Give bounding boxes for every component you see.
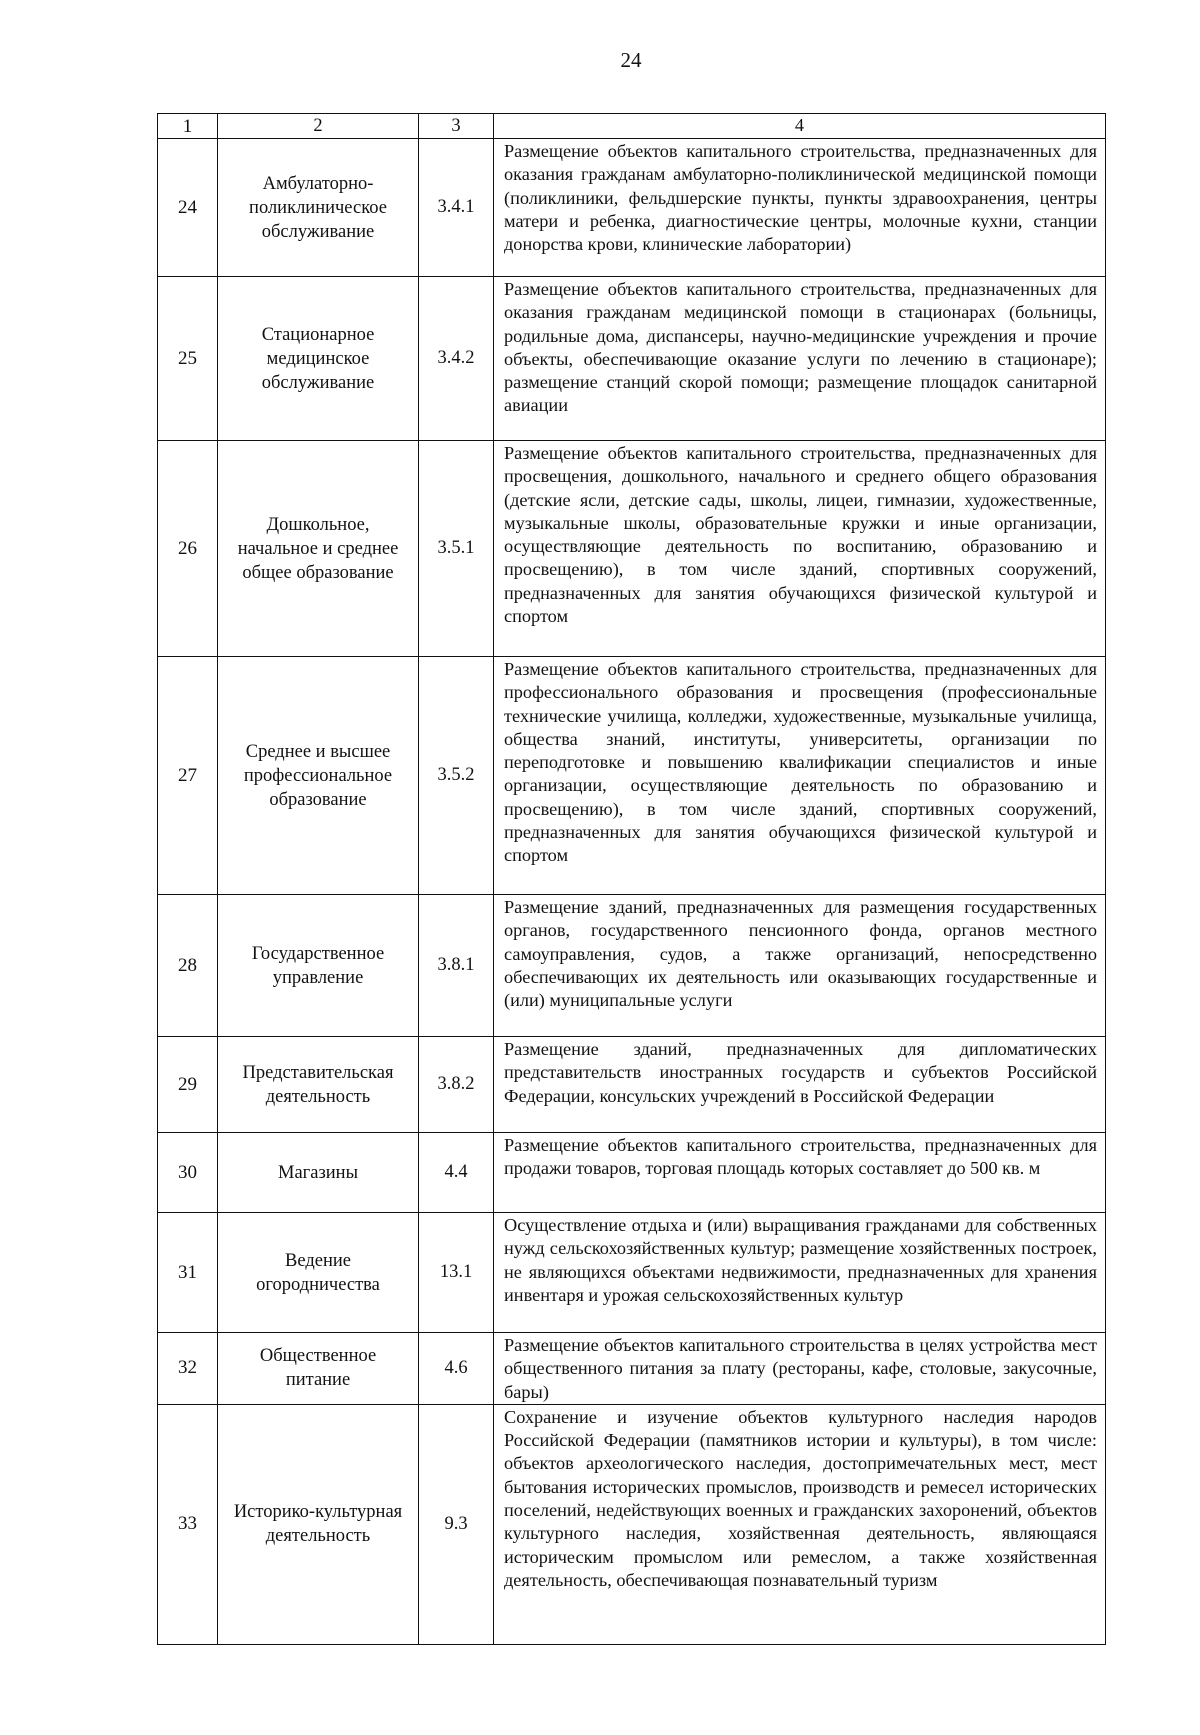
use-type-description: Размещение объектов капитального строительства, предназначенных для оказания гражданам амбулаторно-поликлинической медицинской помощи (поликлиники, фельдшерские пункты, пункты здравоохранения, центры матери и ребенка, диагностические центры, молочные кухни, станции донорства крови, клинические лаборатории) xyxy=(494,139,1106,277)
use-type-name: Стационарное медицинское обслуживание xyxy=(261,324,375,393)
use-type-description: Размещение объектов капитального строительства, предназначенных для профессионального образования и просвещения (профессиональные технические училища, колледжи, художественные, музыкальные училища, общества знаний, институты, университеты, организации по переподготовке и повышению квалификации специалистов и иные организации, осуществляющие деятельность по образованию и просвещению), в том числе зданий, спортивных сооружений, предназначенных для занятия обучающихся физической культурой и спортом xyxy=(494,657,1106,895)
use-type-description: Осуществление отдыха и (или) выращивания гражданами для собственных нужд сельскохозяйственных культур; размещение хозяйственных построек, не являющихся объектами недвижимости, предназначенных для хранения инвентаря и урожая сельскохозяйственных культур xyxy=(494,1213,1106,1333)
row-number: 29 xyxy=(158,1037,218,1133)
use-type-code: 3.8.1 xyxy=(419,895,494,1037)
use-type-description: Размещение объектов капитального строительства, предназначенных для просвещения, дошкольного, начального и среднего общего образования (детские ясли, детские сады, школы, лицеи, гимназии, художественные, музыкальные школы, образовательные кружки и иные организации, осуществляющие деятельность по воспитанию, образованию и просвещению), в том числе зданий, спортивных сооружений, предназначенных для занятия обучающихся физической культурой и спортом xyxy=(494,441,1106,657)
use-type-code: 4.6 xyxy=(419,1333,494,1405)
table-row xyxy=(158,895,1106,1037)
row-number: 24 xyxy=(158,139,218,277)
use-type-name: Представительская деятельность xyxy=(242,1062,394,1107)
land-use-table xyxy=(157,113,1106,1645)
use-type-description: Размещение объектов капитального строительства в целях устройства мест общественного питания за плату (рестораны, кафе, столовые, закусочные, бары) xyxy=(494,1333,1106,1405)
column-header-1: 1 xyxy=(158,114,218,139)
use-type-description: Размещение объектов капитального строительства, предназначенных для продажи товаров, торговая площадь которых составляет до 500 кв. м xyxy=(494,1133,1106,1213)
use-type-name: Общественное питание xyxy=(259,1346,377,1391)
use-type-name: Государственное управление xyxy=(251,943,385,988)
use-type-code: 3.8.2 xyxy=(419,1037,494,1133)
use-type-code: 3.4.2 xyxy=(419,277,494,441)
row-number: 28 xyxy=(158,895,218,1037)
use-type-code: 3.4.1 xyxy=(419,139,494,277)
use-type-description: Размещение объектов капитального строительства, предназначенных для оказания гражданам медицинской помощи в стационарах (больницы, родильные дома, диспансеры, научно-медицинские учреждения и прочие объекты, обеспечивающие оказание услуги по лечению в стационаре); размещение станций скорой помощи; размещение площадок санитарной авиации xyxy=(494,277,1106,441)
use-type-code: 9.3 xyxy=(419,1404,494,1644)
row-number: 31 xyxy=(158,1213,218,1333)
row-number: 32 xyxy=(158,1333,218,1405)
column-header-4: 4 xyxy=(494,114,1106,139)
use-type-name: Среднее и высшее профессиональное образование xyxy=(243,741,393,810)
table-row xyxy=(158,1404,1106,1644)
use-type-name: Историко-культурная деятельность xyxy=(233,1502,403,1547)
row-number: 26 xyxy=(158,441,218,657)
table-row xyxy=(158,657,1106,895)
table-row xyxy=(158,1333,1106,1405)
use-type-name: Магазины xyxy=(278,1162,358,1183)
table-row xyxy=(158,1037,1106,1133)
use-type-name: Дошкольное, начальное и среднее общее образование xyxy=(237,514,399,583)
use-type-code: 13.1 xyxy=(419,1213,494,1333)
use-type-code: 3.5.1 xyxy=(419,441,494,657)
table-row xyxy=(158,139,1106,277)
use-type-name: Амбулаторно-поликлиническое обслуживание xyxy=(249,173,387,242)
table-row xyxy=(158,441,1106,657)
use-type-name: Ведение огородничества xyxy=(256,1250,380,1295)
table-row xyxy=(158,1133,1106,1213)
use-type-code: 4.4 xyxy=(419,1133,494,1213)
column-header-2: 2 xyxy=(218,114,419,139)
use-type-description: Размещение зданий, предназначенных для размещения государственных органов, государственного пенсионного фонда, органов местного самоуправления, судов, а также организаций, непосредственно обеспечивающих их деятельность или оказывающих государственные и (или) муниципальные услуги xyxy=(494,895,1106,1037)
page-number: 24 xyxy=(620,48,642,72)
row-number: 30 xyxy=(158,1133,218,1213)
row-number: 25 xyxy=(158,277,218,441)
row-number: 27 xyxy=(158,657,218,895)
row-number: 33 xyxy=(158,1404,218,1644)
use-type-description: Сохранение и изучение объектов культурного наследия народов Российской Федерации (памятников истории и культуры), в том числе: объектов археологического наследия, достопримечательных мест, мест бытования исторических промыслов, производств и ремесел исторических поселений, недействующих военных и гражданских захоронений, объектов культурного наследия, хозяйственная деятельность, являющаяся историческим промыслом или ремеслом, а также хозяйственная деятельность, обеспечивающая познавательный туризм xyxy=(494,1404,1106,1644)
table-row xyxy=(158,1213,1106,1333)
column-header-3: 3 xyxy=(419,114,494,139)
use-type-description: Размещение зданий, предназначенных для дипломатических представительств иностранных государств и субъектов Российской Федерации, консульских учреждений в Российской Федерации xyxy=(494,1037,1106,1133)
table-header-row xyxy=(158,114,1106,139)
use-type-code: 3.5.2 xyxy=(419,657,494,895)
table-row xyxy=(158,277,1106,441)
